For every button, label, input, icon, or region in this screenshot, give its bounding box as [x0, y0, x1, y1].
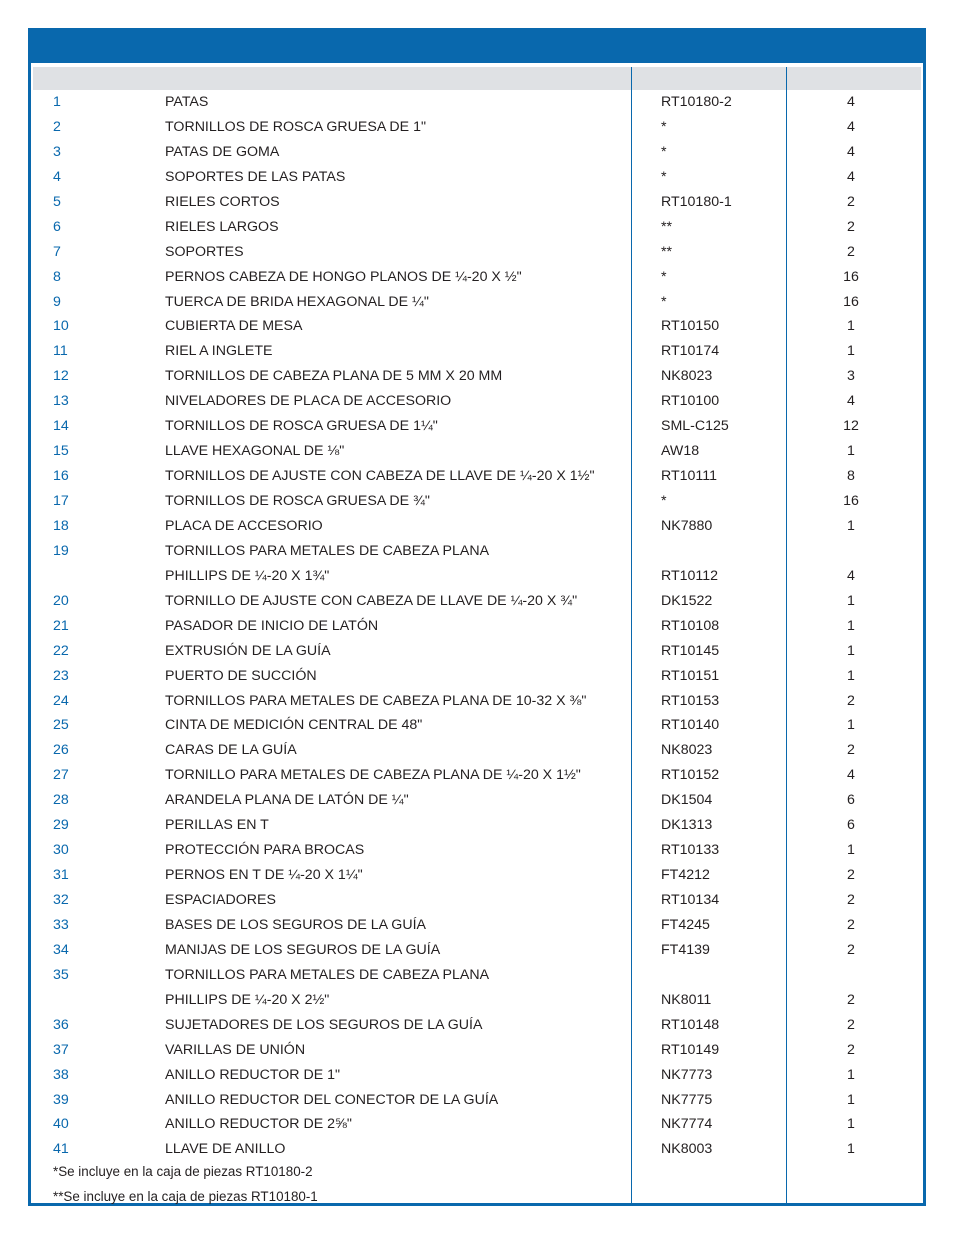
item-quantity: 4 [847, 118, 855, 135]
item-number: 37 [53, 1041, 69, 1058]
item-quantity: 1 [847, 617, 855, 634]
table-row [31, 764, 923, 789]
item-part-number: RT10149 [661, 1041, 720, 1058]
parts-list-table [28, 28, 926, 1206]
item-number: 27 [53, 767, 69, 784]
table-row [31, 590, 923, 615]
item-number: 17 [53, 493, 69, 509]
item-number: 11 [53, 343, 68, 360]
item-number: 18 [53, 517, 69, 534]
item-description: SUJETADORES DE LOS SEGUROS DE LA GUÍA [165, 1016, 483, 1033]
item-part-number: * [661, 168, 667, 185]
item-number: 39 [53, 1091, 69, 1108]
item-description: EXTRUSIÓN DE LA GUÍA [165, 642, 331, 659]
table-title-bar [31, 31, 923, 63]
item-description: PROTECCIÓN PARA BROCAS [165, 842, 365, 859]
item-quantity: 4 [847, 143, 855, 160]
table-row [31, 415, 923, 440]
item-description: ANILLO REDUCTOR DE 2⅝" [165, 1116, 352, 1133]
item-part-number: RT10151 [661, 667, 720, 684]
table-row [31, 166, 923, 191]
item-description: TORNILLOS DE ROSCA GRUESA DE 1¼" [165, 418, 438, 435]
item-quantity: 2 [847, 692, 855, 709]
item-quantity: 2 [847, 991, 855, 1008]
item-number: 20 [53, 592, 69, 609]
table-row [31, 291, 923, 316]
item-part-number: DK1522 [661, 592, 713, 609]
table-row [31, 266, 923, 291]
item-description: NIVELADORES DE PLACA DE ACCESORIO [165, 393, 452, 410]
item-part-number: FT4139 [661, 941, 710, 958]
item-part-number: * [661, 293, 667, 310]
item-description: PATAS DE GOMA [165, 143, 280, 160]
item-description: CUBIERTA DE MESA [165, 318, 303, 335]
item-part-number: RT10148 [661, 1016, 720, 1033]
table-row [31, 390, 923, 415]
item-quantity: 2 [847, 941, 855, 958]
table-row [31, 839, 923, 864]
item-quantity: 1 [847, 343, 855, 360]
item-number: 28 [53, 792, 69, 809]
item-quantity: 3 [847, 368, 855, 385]
table-row [31, 191, 923, 216]
item-part-number: DK1313 [661, 817, 713, 834]
item-part-number: FT4212 [661, 867, 710, 884]
item-number: 24 [53, 692, 69, 709]
item-number: 8 [53, 268, 61, 285]
item-quantity: 1 [847, 318, 855, 335]
table-row [31, 465, 923, 490]
item-part-number: RT10174 [661, 343, 720, 360]
item-part-number: NK8023 [661, 742, 713, 759]
item-description: TORNILLOS DE AJUSTE CON CABEZA DE LLAVE DE ¼-20 X 1½" [165, 468, 595, 485]
header-quantity [789, 67, 923, 90]
item-quantity: 2 [847, 218, 855, 235]
item-description: TORNILLOS PARA METALES DE CABEZA PLANA [165, 542, 490, 559]
item-part-number: RT10153 [661, 692, 720, 709]
item-description: LLAVE HEXAGONAL DE ⅛" [165, 443, 345, 460]
header-description [33, 67, 633, 90]
item-quantity: 4 [847, 767, 855, 784]
item-number: 4 [53, 168, 61, 185]
item-description: ANILLO REDUCTOR DE 1" [165, 1066, 341, 1083]
item-number: 41 [53, 1141, 69, 1158]
item-number: 1 [53, 94, 61, 110]
item-description: ESPACIADORES [165, 892, 276, 908]
item-part-number: RT10112 [661, 567, 719, 584]
table-row [31, 241, 923, 266]
item-part-number: RT10140 [661, 717, 720, 734]
item-quantity: 2 [847, 193, 855, 210]
item-quantity: 4 [847, 168, 855, 185]
item-quantity: 2 [847, 892, 855, 908]
item-quantity: 2 [847, 867, 855, 884]
item-part-number: RT10152 [661, 767, 720, 784]
item-description: MANIJAS DE LOS SEGUROS DE LA GUÍA [165, 941, 441, 958]
item-number: 29 [53, 817, 69, 834]
item-part-number: RT10150 [661, 318, 720, 335]
item-number: 9 [53, 293, 61, 310]
item-number: 36 [53, 1016, 69, 1033]
item-quantity: 1 [847, 842, 855, 859]
item-description: TORNILLOS PARA METALES DE CABEZA PLANA [165, 966, 490, 983]
item-number: 19 [53, 542, 69, 559]
table-row [31, 1113, 923, 1138]
item-description: ANILLO REDUCTOR DEL CONECTOR DE LA GUÍA [165, 1091, 499, 1108]
table-row [31, 540, 923, 565]
item-number: 31 [53, 867, 69, 884]
item-part-number: NK7880 [661, 517, 713, 534]
item-description: TUERCA DE BRIDA HEXAGONAL DE ¼" [165, 293, 429, 310]
item-number: 35 [53, 966, 69, 983]
item-part-number: * [661, 268, 667, 285]
item-part-number: ** [661, 218, 673, 235]
item-number: 23 [53, 667, 69, 684]
item-part-number: * [661, 118, 667, 135]
item-number: 21 [53, 617, 69, 634]
footnote: *Se incluye en la caja de piezas RT10180-2 [53, 1164, 313, 1179]
item-part-number: NK8011 [661, 991, 712, 1008]
item-description: BASES DE LOS SEGUROS DE LA GUÍA [165, 916, 426, 933]
item-part-number: * [661, 493, 667, 509]
item-quantity: 1 [847, 517, 855, 534]
item-quantity: 1 [847, 1091, 855, 1108]
table-row [31, 1039, 923, 1064]
item-number: 2 [53, 118, 61, 135]
item-description: CARAS DE LA GUÍA [165, 742, 297, 759]
item-quantity: 2 [847, 243, 855, 260]
item-number: 13 [53, 393, 69, 410]
item-number: 3 [53, 143, 61, 160]
table-row [31, 714, 923, 739]
item-part-number: NK7773 [661, 1066, 713, 1083]
item-number: 12 [53, 368, 69, 385]
item-quantity: 2 [847, 1016, 855, 1033]
item-number: 22 [53, 642, 69, 659]
item-part-number: NK8023 [661, 368, 713, 385]
item-description: SOPORTES DE LAS PATAS [165, 168, 346, 185]
table-row [31, 216, 923, 241]
footnotes [53, 1163, 318, 1213]
table-row [31, 914, 923, 939]
table-row [31, 116, 923, 141]
table-row [31, 141, 923, 166]
item-quantity: 1 [847, 717, 855, 734]
item-description: PERNOS CABEZA DE HONGO PLANOS DE ¼-20 X ½" [165, 268, 522, 285]
item-description: PLACA DE ACCESORIO [165, 517, 323, 534]
item-number: 30 [53, 842, 69, 859]
item-quantity: 4 [847, 94, 855, 110]
item-number: 32 [53, 892, 69, 908]
table-row [31, 1089, 923, 1114]
item-part-number: RT10111 [661, 468, 717, 485]
table-row [31, 690, 923, 715]
item-description: ARANDELA PLANA DE LATÓN DE ¼" [165, 792, 409, 809]
item-description: RIELES LARGOS [165, 218, 279, 235]
item-quantity: 16 [843, 493, 859, 509]
item-part-number: NK8003 [661, 1141, 713, 1158]
item-number: 5 [53, 193, 61, 210]
item-description: CINTA DE MEDICIÓN CENTRAL DE 48" [165, 717, 423, 734]
item-description: TORNILLOS DE ROSCA GRUESA DE ¾" [165, 493, 430, 509]
item-description: VARILLAS DE UNIÓN [165, 1041, 306, 1058]
item-quantity: 6 [847, 792, 855, 809]
item-description: RIEL A INGLETE [165, 343, 273, 360]
item-description: PASADOR DE INICIO DE LATÓN [165, 617, 379, 634]
table-row [31, 440, 923, 465]
table-row [31, 939, 923, 964]
item-description: TORNILLO DE AJUSTE CON CABEZA DE LLAVE DE ¼-20 X ¾" [165, 592, 578, 609]
table-row [31, 515, 923, 540]
table-row [31, 989, 923, 1014]
item-part-number: DK1504 [661, 792, 713, 809]
item-number: 26 [53, 742, 69, 759]
item-quantity: 2 [847, 1041, 855, 1058]
item-part-number: AW18 [661, 443, 700, 460]
table-row [31, 340, 923, 365]
item-part-number: RT10134 [661, 892, 720, 908]
table-body [31, 91, 923, 1163]
item-description: RIELES CORTOS [165, 193, 280, 210]
table-row [31, 739, 923, 764]
item-description: SOPORTES [165, 243, 244, 260]
item-description: PATAS [165, 94, 209, 110]
item-description: PUERTO DE SUCCIÓN [165, 667, 317, 684]
footnote: **Se incluye en la caja de piezas RT10180-1 [53, 1189, 318, 1204]
table-row [31, 615, 923, 640]
item-part-number: NK7774 [661, 1116, 713, 1133]
table-row [31, 814, 923, 839]
item-quantity: 1 [847, 1141, 855, 1158]
table-row [31, 640, 923, 665]
item-part-number: RT10100 [661, 393, 720, 410]
table-row [31, 91, 923, 116]
item-part-number: RT10133 [661, 842, 720, 859]
item-part-number: RT10145 [661, 642, 720, 659]
table-row [31, 490, 923, 515]
table-row [31, 964, 923, 989]
table-row [31, 1138, 923, 1163]
item-quantity: 1 [847, 1116, 855, 1133]
item-part-number: RT10108 [661, 617, 720, 634]
item-part-number: ** [661, 243, 673, 260]
item-part-number: NK7775 [661, 1091, 713, 1108]
item-description: PERNOS EN T DE ¼-20 X 1¼" [165, 867, 363, 884]
item-part-number: SML-C125 [661, 418, 729, 435]
item-part-number: RT10180-1 [661, 193, 732, 210]
item-number: 15 [53, 443, 69, 460]
item-number: 38 [53, 1066, 69, 1083]
item-quantity: 16 [843, 268, 859, 285]
table-row [31, 565, 923, 590]
table-row [31, 864, 923, 889]
table-row [31, 1014, 923, 1039]
header-part-number [634, 67, 788, 90]
item-quantity: 6 [847, 817, 855, 834]
table-row [31, 315, 923, 340]
item-number: 10 [53, 318, 69, 335]
item-part-number: * [661, 143, 667, 160]
table-row [31, 789, 923, 814]
item-description: TORNILLOS DE ROSCA GRUESA DE 1" [165, 118, 427, 135]
item-number: 34 [53, 941, 69, 958]
item-description: PHILLIPS DE ¼-20 X 2½" [165, 991, 330, 1008]
table-row [31, 665, 923, 690]
item-quantity: 1 [847, 443, 855, 460]
item-part-number: FT4245 [661, 916, 710, 933]
item-quantity: 12 [843, 418, 859, 435]
item-quantity: 16 [843, 293, 859, 310]
item-quantity: 1 [847, 642, 855, 659]
item-description: PHILLIPS DE ¼-20 X 1¾" [165, 567, 330, 584]
item-quantity: 2 [847, 916, 855, 933]
item-description: TORNILLOS PARA METALES DE CABEZA PLANA DE 10-32 X ⅜" [165, 692, 587, 709]
item-number: 40 [53, 1116, 69, 1133]
item-quantity: 4 [847, 567, 855, 584]
table-row [31, 1064, 923, 1089]
item-quantity: 1 [847, 667, 855, 684]
item-description: LLAVE DE ANILLO [165, 1141, 286, 1158]
item-quantity: 2 [847, 742, 855, 759]
item-description: TORNILLOS DE CABEZA PLANA DE 5 MM X 20 MM [165, 368, 503, 385]
item-quantity: 8 [847, 468, 855, 485]
item-number: 25 [53, 717, 69, 734]
item-description: TORNILLO PARA METALES DE CABEZA PLANA DE ¼-20 X 1½" [165, 767, 581, 784]
item-quantity: 1 [847, 1066, 855, 1083]
item-number: 16 [53, 468, 69, 485]
item-number: 14 [53, 418, 69, 435]
item-number: 6 [53, 218, 61, 235]
item-part-number: RT10180-2 [661, 94, 732, 110]
item-quantity: 1 [847, 592, 855, 609]
table-row [31, 889, 923, 914]
item-description: PERILLAS EN T [165, 817, 269, 834]
item-quantity: 4 [847, 393, 855, 410]
table-row [31, 365, 923, 390]
item-number: 33 [53, 916, 69, 933]
item-number: 7 [53, 243, 61, 260]
